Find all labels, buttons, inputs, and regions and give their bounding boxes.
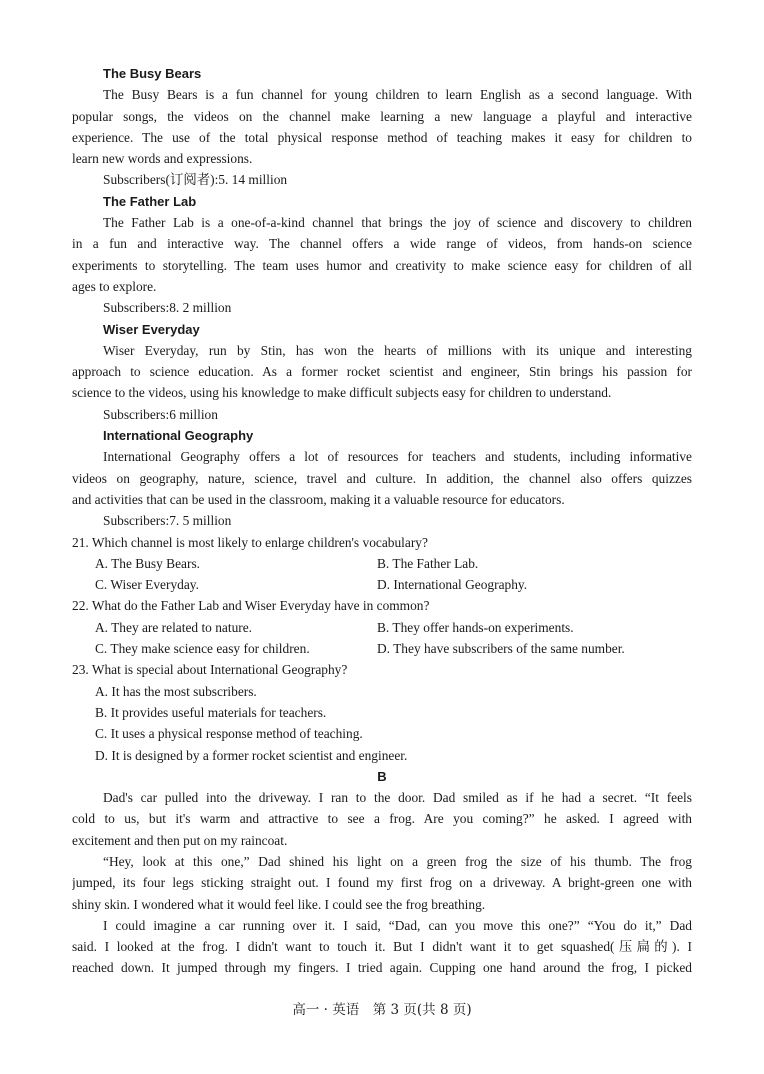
question-stem: 23. What is special about International Geography?: [72, 662, 348, 678]
channel-title: The Father Lab: [103, 193, 197, 209]
text-line: I could imagine a car running over it. I said, “Dad, can you move this one?” “You do it,” Dad: [103, 917, 692, 933]
channel-title: Wiser Everyday: [103, 321, 200, 337]
text-line: Wiser Everyday, run by Stin, has won the hearts of millions with its unique and interesting: [103, 342, 692, 358]
option-d: D. International Geography.: [377, 577, 528, 593]
text-line: experience. The use of the total physical response method of teaching makes it easy for children to: [72, 129, 692, 145]
text-line: and activities that can be used in the classroom, making it a valuable resource for educators.: [72, 491, 565, 507]
text-line: science to the videos, using his knowledge to make difficult subjects easy for children to understand.: [72, 385, 612, 401]
text-line: International Geography offers a lot of resources for teachers and students, including informative: [103, 449, 692, 465]
text-line: cold to us, but it's warm and attractive to see a frog. Are you coming?” he asked. I agreed with: [72, 811, 692, 827]
text-line: experiments to storytelling. The team uses humor and creativity to make science easy for children of all: [72, 257, 692, 273]
text-line: The Father Lab is a one-of-a-kind channel that brings the joy of science and discovery to children: [103, 215, 692, 231]
option-b: B. They offer hands-on experiments.: [377, 619, 574, 635]
option-row: [72, 617, 692, 638]
text-line: reached down. It jumped through my fingers. I tried again. Cupping one hand around the frog, I picked: [72, 960, 692, 976]
text-line: learn new words and expressions.: [72, 151, 253, 167]
page-content: [72, 63, 692, 979]
text-line: shiny skin. I wondered what it would feel like. I could see the frog breathing.: [72, 896, 486, 912]
option-c: C. They make science easy for children.: [95, 641, 310, 657]
channel-title: International Geography: [103, 428, 254, 444]
subscribers-line: Subscribers(订阅者):5. 14 million: [103, 172, 288, 188]
option-b: B. The Father Lab.: [377, 555, 479, 571]
option-c: C. Wiser Everyday.: [95, 577, 199, 593]
option-a: A. It has the most subscribers.: [95, 683, 257, 699]
option-c: C. It uses a physical response method of teaching.: [95, 726, 363, 742]
text-line: “Hey, look at this one,” Dad shined his light on a green frog the size of his thumb. The frog: [103, 853, 692, 869]
text-line: ages to explore.: [72, 278, 157, 294]
subscribers-line: Subscribers:7. 5 million: [103, 513, 232, 529]
option-d: D. They have subscribers of the same number.: [377, 641, 625, 657]
question-stem: 21. Which channel is most likely to enlarge children's vocabulary?: [72, 534, 428, 550]
subscribers-line: Subscribers:8. 2 million: [103, 300, 232, 316]
option-d: D. It is designed by a former rocket scientist and engineer.: [95, 747, 408, 763]
question-stem: 22. What do the Father Lab and Wiser Everyday have in common?: [72, 598, 430, 614]
text-line: approach to science education. As a former rocket scientist and engineer, Stin brings his passion for: [72, 364, 692, 380]
option-a: A. They are related to nature.: [95, 619, 253, 635]
text-line: excitement and then put on my raincoat.: [72, 832, 288, 848]
subscribers-line: Subscribers:6 million: [103, 406, 218, 422]
text-line: videos on geography, nature, science, travel and culture. In addition, the channel also offers quizzes: [72, 470, 692, 486]
option-a: A. The Busy Bears.: [95, 555, 201, 571]
option-row: [72, 574, 692, 595]
section-heading: B: [377, 768, 387, 784]
text-line: said. I looked at the frog. I didn't want to touch it. But I didn't want it to get squashed(压扁的). I: [72, 939, 692, 955]
option-row: [72, 553, 692, 574]
text-line: popular songs, the videos on the channel make learning a new language a playful and interactive: [72, 108, 692, 124]
text-line: in a fun and interactive way. The channel offers a wide range of videos, from hands-on science: [72, 236, 692, 252]
page-footer: 高一 · 英语 第 3 页(共 8 页): [292, 1002, 472, 1018]
text-line: Dad's car pulled into the driveway. I ran to the door. Dad smiled as if he had a secret. “It feels: [103, 790, 692, 806]
channel-title: The Busy Bears: [103, 66, 202, 81]
option-b: B. It provides useful materials for teachers.: [95, 704, 327, 720]
text-line: The Busy Bears is a fun channel for young children to learn English as a second language. With: [103, 87, 692, 103]
option-row: [72, 638, 692, 659]
text-line: jumped, its four legs sticking straight out. I found my first frog on a driveway. A bright-green one with: [72, 875, 692, 891]
